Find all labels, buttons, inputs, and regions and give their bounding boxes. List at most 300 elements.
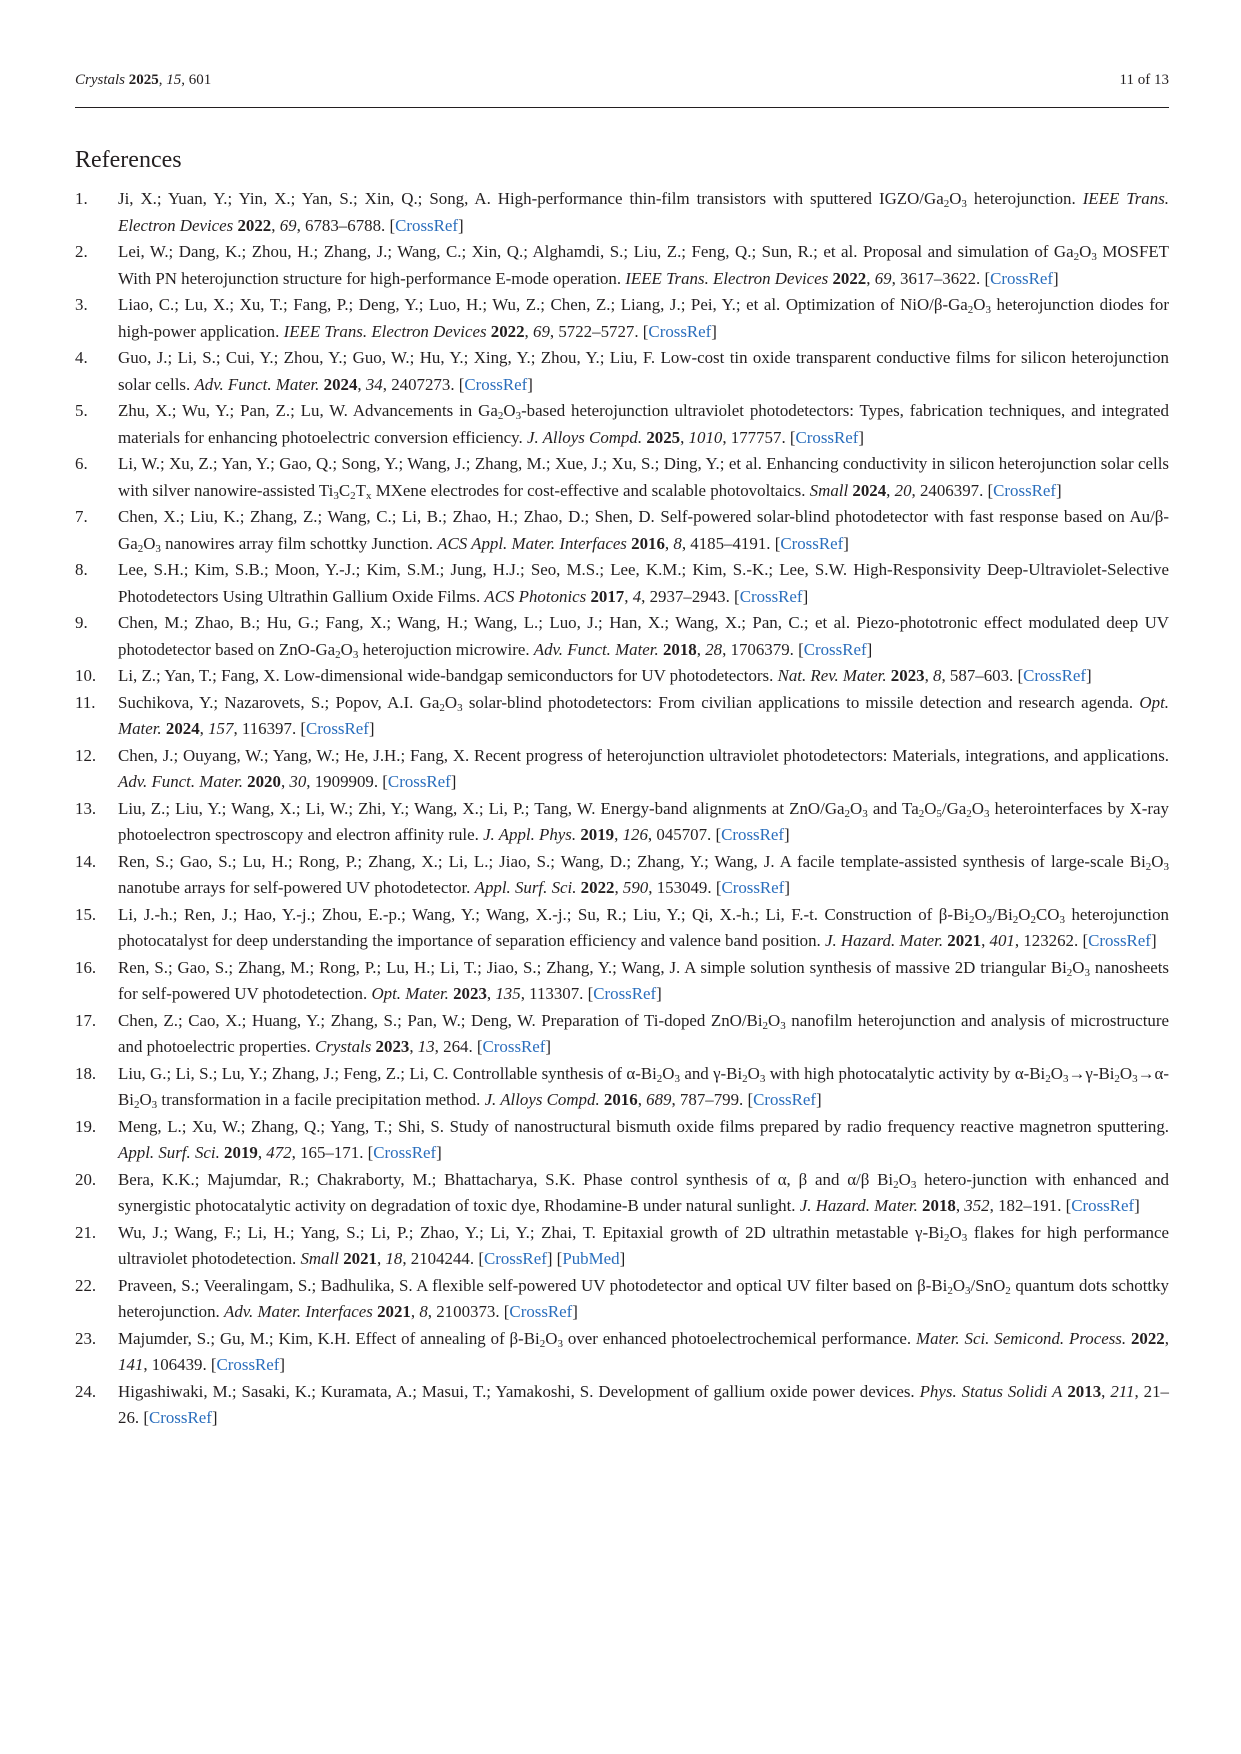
- reference-text: Lei, W.; Dang, K.; Zhou, H.; Zhang, J.; Wang, C.; Xin, Q.; Alghamdi, S.; Liu, Z.; Feng, Q.; Sun, R.; et al. Proposal and simulation of Ga: [118, 242, 1074, 261]
- reference-italic-text: 8: [419, 1302, 428, 1321]
- reference-text: , 116397. [: [233, 719, 307, 738]
- reference-text: , 165–171. [: [291, 1143, 374, 1162]
- subscript: 2: [944, 1231, 950, 1244]
- subscript: 3: [1084, 966, 1090, 979]
- subscript: 3: [1091, 251, 1097, 263]
- crossref-link[interactable]: CrossRef: [753, 1090, 816, 1109]
- crossref-link[interactable]: CrossRef: [483, 1249, 547, 1268]
- crossref-link[interactable]: CrossRef: [803, 639, 867, 659]
- subscript: 2: [335, 648, 341, 661]
- reference-text: Higashiwaki, M.; Sasaki, K.; Kuramata, A.; Masui, T.; Yamakoshi, S. Development of gallium oxide power devices.: [118, 1381, 920, 1401]
- reference-text: , 045707. [: [647, 825, 722, 844]
- crossref-link[interactable]: CrossRef: [990, 268, 1053, 288]
- reference-year: 2024: [165, 719, 200, 738]
- reference-text: ]: [858, 427, 865, 447]
- subscript: 2: [1145, 860, 1152, 873]
- reference-text: T: [355, 480, 366, 500]
- reference-item: [75, 1326, 1169, 1379]
- crossref-link[interactable]: CrossRef: [795, 427, 859, 447]
- reference-italic-text: 157: [208, 719, 234, 738]
- reference-text: Praveen, S.; Veeralingam, S.; Badhulika, S. A flexible self-powered UV photodetector and optical UV filter based on β-Bi: [118, 1275, 948, 1295]
- reference-number: 11.: [75, 692, 96, 712]
- reference-text: , 264. [: [434, 1037, 483, 1056]
- reference-text: ,: [257, 1143, 267, 1162]
- reference-text: ,: [1101, 1381, 1111, 1401]
- reference-text: ]: [450, 772, 457, 791]
- reference-text: ,: [924, 666, 934, 685]
- journal-year: 2025: [128, 72, 159, 88]
- crossref-link[interactable]: CrossRef: [993, 480, 1057, 500]
- reference-text: O: [444, 692, 458, 712]
- reference-text: ]: [527, 374, 533, 394]
- subscript: 2: [137, 542, 144, 555]
- reference-text: , 1909909. [: [306, 772, 388, 791]
- reference-text: O: [973, 295, 986, 314]
- crossref-link[interactable]: CrossRef: [721, 825, 784, 844]
- reference-text: Ren, S.; Gao, S.; Lu, H.; Rong, P.; Zhang, X.; Li, L.; Jiao, S.; Wang, D.; Zhang, Y.; Wang, J. A facile template-assisted synthesis of large-scale Bi: [118, 851, 1146, 871]
- reference-item: [75, 557, 1169, 610]
- reference-text: Wu, J.; Wang, F.; Li, H.; Yang, S.; Li, P.; Zhao, Y.; Li, Y.; Zhai, T. Epitaxial growth of 2D ultrathin metastable γ-Bi: [118, 1222, 945, 1242]
- reference-italic-text: 135: [495, 984, 521, 1003]
- reference-text: , 6783–6788. [: [296, 215, 396, 235]
- reference-italic-text: 69: [279, 215, 297, 235]
- reference-italic-text: 141: [118, 1355, 144, 1374]
- reference-text: Ji, X.; Yuan, Y.; Yin, X.; Yan, S.; Xin, Q.; Song, A. High-performance thin-film transistors with sputtered IGZO/Ga: [118, 189, 944, 208]
- reference-text: heterojunction photocatalyst for deep understanding the importance of separation efficiency and valence band position.: [118, 904, 1169, 950]
- reference-text: flakes for high performance ultraviolet photodetection.: [118, 1222, 1170, 1268]
- subscript: 3: [983, 807, 990, 820]
- crossref-link[interactable]: CrossRef: [648, 321, 712, 341]
- subscript: 3: [910, 1178, 917, 1191]
- pubmed-link[interactable]: PubMed: [562, 1249, 620, 1268]
- subscript: 2: [1005, 1284, 1011, 1297]
- reference-text: heterojunction.: [966, 189, 1083, 208]
- reference-text: quantum dots schottky heterojunction.: [118, 1275, 1169, 1321]
- reference-item: [75, 610, 1169, 663]
- reference-year: 2013: [1067, 1381, 1102, 1401]
- reference-year: 2021: [947, 931, 982, 950]
- reference-text: Lee, S.H.; Kim, S.B.; Moon, Y.-J.; Kim, S.M.; Jung, H.J.; Seo, M.S.; Lee, K.M.; Kim, S.-K.; Lee, S.W. High-Responsivity Deep-Ultraviolet-Selective Photodetectors Using Ultrathin Gallium Oxide Films.: [118, 560, 1169, 606]
- subscript: 2: [918, 807, 925, 820]
- subscript: 2: [1030, 913, 1036, 926]
- reference-text: O: [974, 904, 987, 924]
- reference-year: 2022: [490, 321, 525, 341]
- subscript: 3: [985, 304, 991, 316]
- subscript: 3: [961, 1231, 968, 1244]
- reference-text: nanotube arrays for self-powered UV photodetector.: [118, 878, 475, 897]
- reference-text: Li, Z.; Yan, T.; Fang, X. Low-dimensional wide-bandgap semiconductors for UV photodetectors.: [118, 666, 778, 685]
- reference-text: ,: [524, 321, 533, 341]
- subscript: 3: [515, 410, 522, 422]
- reference-text: Suchikova, Y.; Nazarovets, S.; Popov, A.I. Ga: [118, 692, 440, 712]
- journal-volume: 15: [166, 72, 182, 88]
- reference-item: [75, 504, 1169, 557]
- reference-text: ]: [711, 321, 717, 341]
- reference-text: , 2100373. [: [427, 1302, 510, 1321]
- reference-text: Chen, J.; Ouyang, W.; Yang, W.; He, J.H.; Fang, X. Recent progress of heterojunction ultraviolet photodetectors: Materials, integrations, and applications.: [118, 745, 1169, 765]
- reference-italic-text: Opt. Mater.: [371, 984, 449, 1003]
- reference-text: , 5722–5727. [: [549, 321, 649, 341]
- reference-number: 13.: [75, 798, 97, 818]
- reference-text: ]: [783, 825, 790, 844]
- subscript: 3: [780, 1019, 786, 1032]
- reference-italic-text: Appl. Surf. Sci.: [474, 878, 577, 897]
- reference-text: ,: [614, 878, 623, 897]
- subscript: 3: [1062, 1072, 1069, 1085]
- reference-text: , 3617–3622. [: [891, 268, 991, 288]
- subscript: 3: [333, 489, 339, 502]
- reference-italic-text: Small: [809, 480, 849, 500]
- reference-text: Guo, J.; Li, S.; Cui, Y.; Zhou, Y.; Guo, W.; Hu, Y.; Xing, Y.; Zhou, Y.; Liu, F. Low-cost tin oxide transparent conductive films for silicon heterojunction solar cells.: [118, 348, 1169, 394]
- reference-year: 2024: [852, 480, 887, 500]
- reference-text: ,: [376, 1249, 386, 1268]
- subscript: 2: [1073, 251, 1080, 263]
- reference-italic-text: Crystals: [314, 1037, 372, 1056]
- reference-text: Ren, S.; Gao, S.; Zhang, M.; Rong, P.; Lu, H.; Li, T.; Jiao, S.; Zhang, Y.; Wang, J. A simple solution synthesis of massive 2D triangular Bi: [118, 957, 1067, 977]
- reference-text: O: [949, 189, 962, 208]
- reference-text: ]: [211, 1408, 218, 1427]
- reference-italic-text: Appl. Surf. Sci.: [118, 1143, 220, 1162]
- reference-text: Zhu, X.; Wu, Y.; Pan, Z.; Lu, W. Advancements in Ga: [118, 401, 498, 420]
- reference-text: /Ga: [941, 798, 967, 818]
- subscript: 2: [1045, 1072, 1051, 1085]
- reference-text: O: [898, 1169, 911, 1189]
- reference-text: O: [924, 798, 937, 818]
- reference-item: [75, 1061, 1169, 1114]
- reference-number: 20.: [75, 1169, 97, 1189]
- subscript: 3: [155, 542, 161, 555]
- reference-number: 19.: [75, 1116, 97, 1136]
- reference-italic-text: 211: [1110, 1381, 1135, 1401]
- reference-text: , 4185–4191. [: [681, 533, 781, 553]
- subscript: 2: [439, 701, 445, 714]
- subscript: 2: [742, 1072, 748, 1085]
- reference-year: 2023: [453, 984, 487, 1003]
- crossref-link[interactable]: CrossRef: [739, 586, 803, 606]
- reference-text: O: [662, 1063, 675, 1083]
- reference-italic-text: 69: [874, 268, 892, 288]
- reference-text: O: [340, 639, 353, 659]
- reference-text: ]: [436, 1143, 442, 1162]
- reference-text: O: [952, 1275, 966, 1295]
- reference-text: , 177757. [: [722, 427, 796, 447]
- journal-name: Crystals: [75, 72, 126, 88]
- reference-italic-text: 30: [289, 772, 307, 791]
- reference-text: O: [850, 798, 863, 818]
- reference-text: with high photocatalytic activity by α-Bi: [765, 1063, 1046, 1083]
- reference-year: 2022: [580, 878, 615, 897]
- crossref-link[interactable]: CrossRef: [148, 1408, 212, 1427]
- reference-number: 6.: [75, 454, 88, 473]
- reference-text: O: [1018, 904, 1031, 924]
- reference-italic-text: 34: [365, 374, 383, 394]
- reference-year: 2022: [1130, 1328, 1165, 1348]
- reference-number: 15.: [75, 904, 97, 924]
- reference-text: →γ-Bi: [1068, 1063, 1115, 1083]
- subscript: 2: [762, 1019, 769, 1032]
- reference-italic-text: Mater. Sci. Semicond. Process.: [916, 1328, 1127, 1348]
- reference-text: Li, J.-h.; Ren, J.; Hao, Y.-j.; Zhou, E.-p.; Wang, Y.; Wang, X.-j.; Su, R.; Liu, Y.; Qi, X.-h.; Li, F.-t. Construction of β-Bi: [118, 904, 969, 924]
- subscript: 3: [961, 198, 967, 210]
- subscript: 2: [968, 913, 975, 926]
- reference-year: 2016: [603, 1090, 638, 1109]
- reference-text: ]: [368, 719, 375, 738]
- reference-text: O: [949, 1222, 962, 1242]
- subscript: 3: [1163, 860, 1169, 873]
- subscript: 2: [1114, 1072, 1120, 1085]
- reference-item: [75, 292, 1169, 345]
- reference-item: [75, 955, 1169, 1008]
- reference-italic-text: 28: [705, 639, 723, 659]
- crossref-link[interactable]: CrossRef: [464, 374, 528, 394]
- crossref-link[interactable]: CrossRef: [1088, 931, 1151, 950]
- reference-text: , 153049. [: [648, 878, 722, 897]
- reference-text: Majumder, S.; Gu, M.; Kim, K.H. Effect of annealing of β-Bi: [118, 1328, 540, 1348]
- reference-year: 2019: [224, 1143, 258, 1162]
- reference-number: 16.: [75, 957, 97, 977]
- crossref-link[interactable]: CrossRef: [1071, 1196, 1135, 1215]
- reference-item: [75, 1167, 1169, 1220]
- subscript: 2: [350, 489, 356, 502]
- reference-year: 2024: [323, 374, 358, 394]
- reference-italic-text: 4: [632, 586, 642, 606]
- reference-text: Meng, L.; Xu, W.; Zhang, Q.; Yang, T.; Shi, S. Study of nanostructural bismuth oxide films prepared by radio frequency reactive magnetron sputtering.: [118, 1116, 1169, 1136]
- reference-italic-text: Opt. Mater.: [118, 692, 1169, 738]
- reference-text: ,: [637, 1090, 647, 1109]
- reference-text: Chen, Z.; Cao, X.; Huang, Y.; Zhang, S.; Pan, W.; Deng, W. Preparation of Ti-doped ZnO/Bi: [118, 1010, 763, 1030]
- reference-item: [75, 1008, 1169, 1061]
- reference-text: ,: [357, 374, 366, 394]
- subscript: 3: [352, 648, 359, 661]
- crossref-link[interactable]: CrossRef: [373, 1143, 437, 1162]
- reference-text: Liu, Z.; Liu, Y.; Wang, X.; Li, W.; Zhi, Y.; Wang, X.; Li, P.; Tang, W. Energy-band alignments at ZnO/Ga: [118, 798, 845, 818]
- reference-text: ]: [656, 984, 662, 1003]
- reference-italic-text: 8: [933, 666, 942, 685]
- reference-item: [75, 1273, 1169, 1326]
- reference-italic-text: J. Alloys Compd.: [484, 1090, 600, 1109]
- reference-text: MOSFET With PN heterojunction structure for high-performance E-mode operation.: [118, 242, 1169, 288]
- reference-text: /Bi: [992, 904, 1013, 924]
- reference-text: , 587–603. [: [941, 666, 1024, 685]
- reference-text: nanofilm heterojunction and analysis of microstructure and photoelectric properties.: [118, 1010, 1169, 1056]
- crossref-link[interactable]: CrossRef: [387, 772, 451, 791]
- reference-item: [75, 743, 1169, 796]
- reference-text: , 1706379. [: [722, 639, 804, 659]
- reference-year: 2016: [631, 533, 665, 553]
- reference-number: 4.: [75, 348, 88, 367]
- reference-text: ,: [280, 772, 290, 791]
- reference-number: 22.: [75, 1275, 97, 1295]
- reference-text: , 2937–2943. [: [641, 586, 740, 606]
- reference-text: , 2406397. [: [911, 480, 994, 500]
- reference-italic-text: 20: [894, 480, 912, 500]
- reference-italic-text: Small: [300, 1249, 339, 1268]
- reference-italic-text: J. Appl. Phys.: [483, 825, 577, 844]
- crossref-link[interactable]: CrossRef: [780, 533, 844, 553]
- reference-text: ,: [271, 215, 280, 235]
- reference-text: ,: [1164, 1328, 1169, 1348]
- reference-item: [75, 1220, 1169, 1273]
- reference-number: 18.: [75, 1063, 97, 1083]
- crossref-link[interactable]: CrossRef: [395, 215, 458, 235]
- subscript: 2: [133, 1099, 140, 1111]
- reference-italic-text: 352: [964, 1196, 990, 1215]
- article-number: 601: [188, 72, 212, 88]
- reference-text: transformation in a facile precipitation method.: [157, 1090, 485, 1109]
- reference-italic-text: 590: [622, 878, 649, 897]
- reference-year: 2023: [890, 666, 925, 685]
- header-divider: [75, 107, 1169, 108]
- reference-year: 2020: [247, 772, 281, 791]
- reference-text: ]: [457, 215, 464, 235]
- reference-number: 8.: [75, 560, 88, 579]
- subscript: 2: [1066, 966, 1073, 979]
- reference-text: O: [747, 1063, 760, 1083]
- subscript: 3: [457, 701, 463, 714]
- subscript: 2: [967, 304, 974, 316]
- reference-year: 2021: [343, 1249, 377, 1268]
- reference-item: [75, 796, 1169, 849]
- crossref-link[interactable]: CrossRef: [721, 878, 785, 897]
- reference-text: heterointerfaces by X-ray photoelectron spectroscopy and electron affinity rule.: [118, 798, 1169, 844]
- reference-text: heterojuction microwire.: [358, 639, 534, 659]
- reference-item: [75, 902, 1169, 955]
- reference-item: [75, 398, 1169, 451]
- reference-text: hetero-junction with enhanced and synergistic photocatalytic activity on degradation of toxic dye, Rhodamine-B under natural sunlight.: [118, 1169, 1169, 1215]
- reference-text: ,: [199, 719, 209, 738]
- subscript: 2: [497, 410, 504, 422]
- reference-text: O: [143, 533, 156, 553]
- reference-item: [75, 690, 1169, 743]
- reference-item: [75, 186, 1169, 239]
- reference-text: O: [1079, 242, 1092, 261]
- crossref-link[interactable]: CrossRef: [482, 1037, 546, 1056]
- reference-text: , 21–26. [: [118, 1381, 1169, 1427]
- reference-year: 2021: [377, 1302, 411, 1321]
- reference-text: ,: [410, 1302, 420, 1321]
- reference-text: ]: [866, 639, 873, 659]
- reference-text: O: [1050, 1063, 1063, 1083]
- reference-text: ]: [545, 1037, 552, 1056]
- reference-italic-text: 401: [989, 931, 1015, 950]
- subscript: x: [365, 489, 372, 502]
- reference-italic-text: IEEE Trans. Electron Devices: [625, 268, 829, 288]
- subscript: 2: [943, 198, 950, 210]
- crossref-link[interactable]: CrossRef: [509, 1302, 573, 1321]
- reference-text: Chen, X.; Liu, K.; Zhang, Z.; Wang, C.; Li, B.; Zhao, H.; Zhao, D.; Shen, D. Self-powered solar-blind photodetector with fast response based on Au/β-Ga: [118, 507, 1169, 553]
- reference-italic-text: Nat. Rev. Mater.: [777, 666, 887, 685]
- reference-italic-text: 1010: [688, 427, 723, 447]
- reference-text: ]: [1053, 268, 1059, 288]
- reference-italic-text: 472: [266, 1143, 292, 1162]
- reference-text: , 113307. [: [520, 984, 594, 1003]
- reference-number: 7.: [75, 507, 88, 526]
- subscript: 3: [1132, 1072, 1138, 1085]
- reference-text: ]: [1134, 1196, 1140, 1215]
- reference-year: 2023: [375, 1037, 410, 1056]
- reference-text: and Ta: [867, 798, 919, 818]
- reference-text: solar-blind photodetectors: From civilian applications to missile detection and research agenda.: [462, 692, 1140, 712]
- reference-text: -based heterojunction ultraviolet photodetectors: Types, fabrication techniques, and integrated materials for enhancing photoelectric conversion efficiency.: [118, 401, 1170, 447]
- reference-number: 23.: [75, 1328, 97, 1348]
- page-number: 11 of 13: [1119, 72, 1169, 88]
- reference-italic-text: J. Alloys Compd.: [526, 427, 643, 447]
- subscript: 2: [893, 1178, 899, 1191]
- crossref-link[interactable]: CrossRef: [593, 984, 657, 1003]
- crossref-link[interactable]: CrossRef: [216, 1355, 280, 1374]
- reference-number: 21.: [75, 1222, 97, 1242]
- reference-italic-text: ACS Appl. Mater. Interfaces: [437, 533, 627, 553]
- reference-text: ]: [1086, 666, 1092, 685]
- reference-text: ,: [409, 1037, 418, 1056]
- reference-text: CO: [1036, 904, 1060, 924]
- reference-italic-text: 689: [646, 1090, 672, 1109]
- reference-text: ,: [486, 984, 496, 1003]
- reference-italic-text: Phys. Status Solidi A: [919, 1381, 1063, 1401]
- reference-text: Liao, C.; Lu, X.; Xu, T.; Fang, P.; Deng, Y.; Luo, H.; Wu, Z.; Chen, Z.; Liang, J.; Pei, Y.; et al. Optimization of NiO/β-Ga: [118, 295, 968, 314]
- reference-italic-text: 126: [622, 825, 648, 844]
- reference-number: 1.: [75, 189, 88, 208]
- reference-text: ,: [866, 268, 875, 288]
- reference-italic-text: 13: [417, 1037, 435, 1056]
- crossref-link[interactable]: CrossRef: [1023, 666, 1086, 685]
- reference-year: 2018: [662, 639, 697, 659]
- reference-text: , 2407273. [: [382, 374, 465, 394]
- reference-text: O: [971, 798, 984, 818]
- reference-text: , 787–799. [: [671, 1090, 754, 1109]
- reference-number: 17.: [75, 1010, 97, 1030]
- reference-text: ,: [981, 931, 990, 950]
- reference-italic-text: J. Hazard. Mater.: [824, 931, 944, 950]
- subscript: 2: [947, 1284, 953, 1297]
- reference-item: [75, 345, 1169, 398]
- reference-italic-text: J. Hazard. Mater.: [799, 1196, 918, 1215]
- subscript: 2: [844, 807, 851, 820]
- subscript: 3: [986, 913, 993, 926]
- reference-text: O: [1151, 851, 1164, 871]
- reference-text: ]: [572, 1302, 578, 1321]
- reference-item: [75, 663, 1169, 690]
- reference-number: 3.: [75, 295, 88, 314]
- reference-text: ]: [784, 878, 790, 897]
- reference-text: Liu, G.; Li, S.; Lu, Y.; Zhang, J.; Feng, Z.; Li, C. Controllable synthesis of α-Bi: [118, 1063, 657, 1083]
- reference-number: 2.: [75, 242, 88, 261]
- subscript: 3: [862, 807, 868, 820]
- reference-year: 2022: [832, 268, 867, 288]
- reference-italic-text: IEEE Trans. Electron Devices: [118, 189, 1169, 235]
- reference-year: 2019: [580, 825, 615, 844]
- reference-text: Chen, M.; Zhao, B.; Hu, G.; Fang, X.; Wang, H.; Wang, L.; Luo, J.; Han, X.; Wang, X.; Pan, C.; et al. Piezo-phototronic effect modulated deep UV photodetector based on ZnO-Ga: [118, 613, 1169, 659]
- reference-text: O: [1119, 1063, 1133, 1083]
- subscript: 3: [1059, 913, 1065, 926]
- reference-text: ,: [664, 533, 674, 553]
- reference-text: MXene electrodes for cost-effective and scalable photovoltaics.: [371, 480, 810, 500]
- reference-text: ,: [614, 825, 623, 844]
- journal-citation: Crystals 2025, 15, 601: [75, 72, 212, 88]
- reference-italic-text: 18: [385, 1249, 403, 1268]
- reference-year: 2022: [237, 215, 272, 235]
- crossref-link[interactable]: CrossRef: [306, 719, 369, 738]
- reference-text: heterojunction diodes for high-power application.: [118, 295, 1169, 341]
- reference-text: O: [545, 1328, 558, 1348]
- reference-item: [75, 239, 1169, 292]
- subscript: 3: [674, 1072, 680, 1085]
- references-heading: References: [75, 147, 182, 173]
- reference-text: O: [139, 1090, 152, 1109]
- reference-italic-text: Adv. Mater. Interfaces: [224, 1302, 373, 1321]
- reference-italic-text: ACS Photonics: [484, 586, 587, 606]
- reference-text: ,: [955, 1196, 965, 1215]
